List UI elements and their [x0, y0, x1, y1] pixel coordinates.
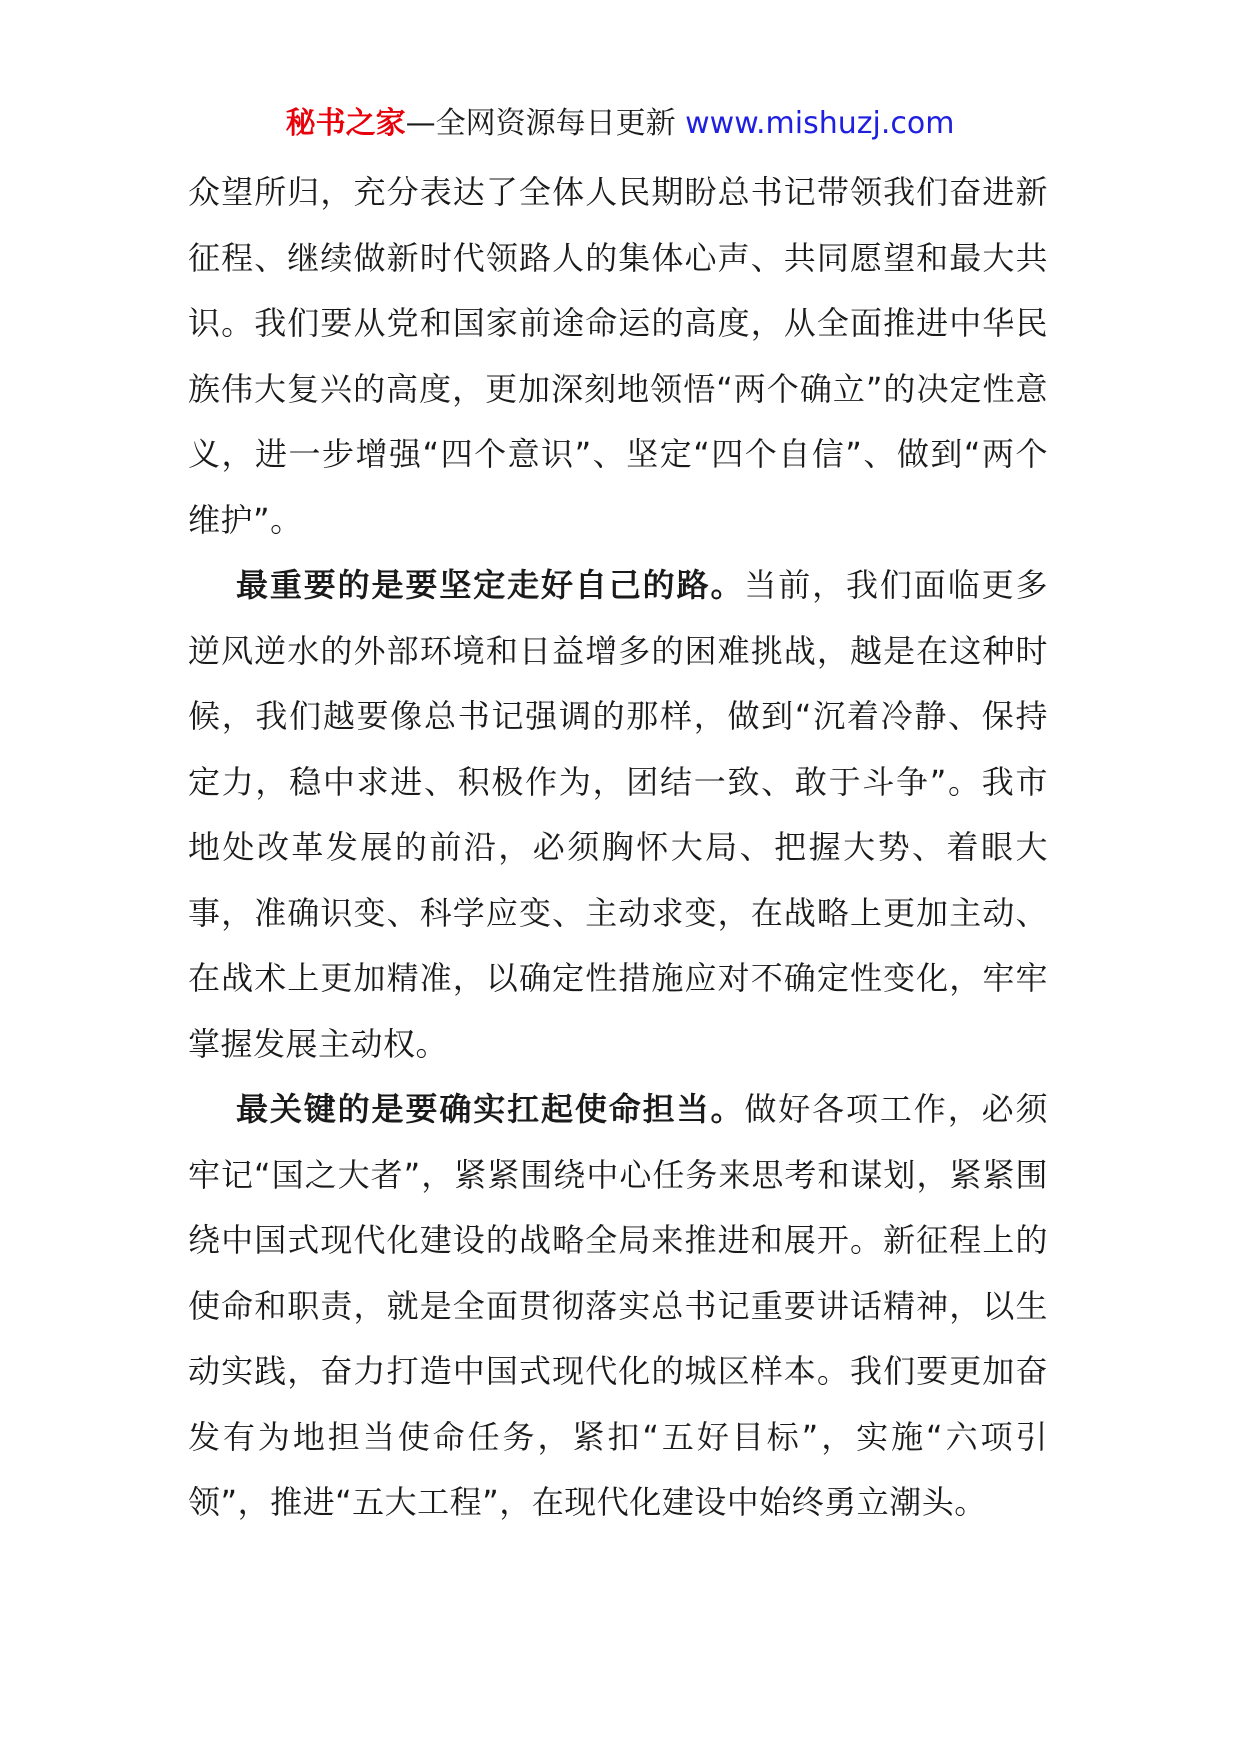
paragraph-3-lead: 最关键的是要确实扛起使命担当。	[236, 1090, 745, 1128]
document-body	[188, 160, 1048, 1536]
paragraph-3	[188, 1077, 1048, 1536]
paragraph-3-text: 做好各项工作，必须牢记“国之大者”，紧紧围绕中心任务来思考和谋划，紧紧围绕中国式现代化建设的战略全局来推进和展开。新征程上的使命和职责，就是全面贯彻落实总书记重要讲话精神，以生动实践，奋力打造中国式现代化的城区样本。我们要更加奋发有为地担当使命任务，紧扣“五好目标”，实施“六项引领”，推进“五大工程”，在现代化建设中始终勇立潮头。	[188, 1090, 1048, 1521]
site-url[interactable]: www.mishuzj.com	[685, 106, 955, 141]
header-slogan: —全网资源每日更新	[405, 106, 686, 141]
paragraph-1-text: 众望所归，充分表达了全体人民期盼总书记带领我们奋进新征程、继续做新时代领路人的集体心声、共同愿望和最大共识。我们要从党和国家前途命运的高度，从全面推进中华民族伟大复兴的高度，更加深刻地领悟“两个确立”的决定性意义，进一步增强“四个意识”、坚定“四个自信”、做到“两个维护”。	[188, 173, 1048, 539]
site-header	[0, 104, 1240, 144]
brand-name: 秘书之家	[285, 106, 406, 141]
paragraph-2-text: 当前，我们面临更多逆风逆水的外部环境和日益增多的困难挑战，越是在这种时候，我们越要像总书记强调的那样，做到“沉着冷静、保持定力，稳中求进、积极作为，团结一致、敢于斗争”。我市地处改革发展的前沿，必须胸怀大局、把握大势、着眼大事，准确识变、科学应变、主动求变，在战略上更加主动、在战术上更加精准，以确定性措施应对不确定性变化，牢牢掌握发展主动权。	[188, 566, 1048, 1063]
paragraph-2-lead: 最重要的是要坚定走好自己的路。	[236, 566, 745, 604]
paragraph-1	[188, 160, 1048, 553]
paragraph-2	[188, 553, 1048, 1077]
